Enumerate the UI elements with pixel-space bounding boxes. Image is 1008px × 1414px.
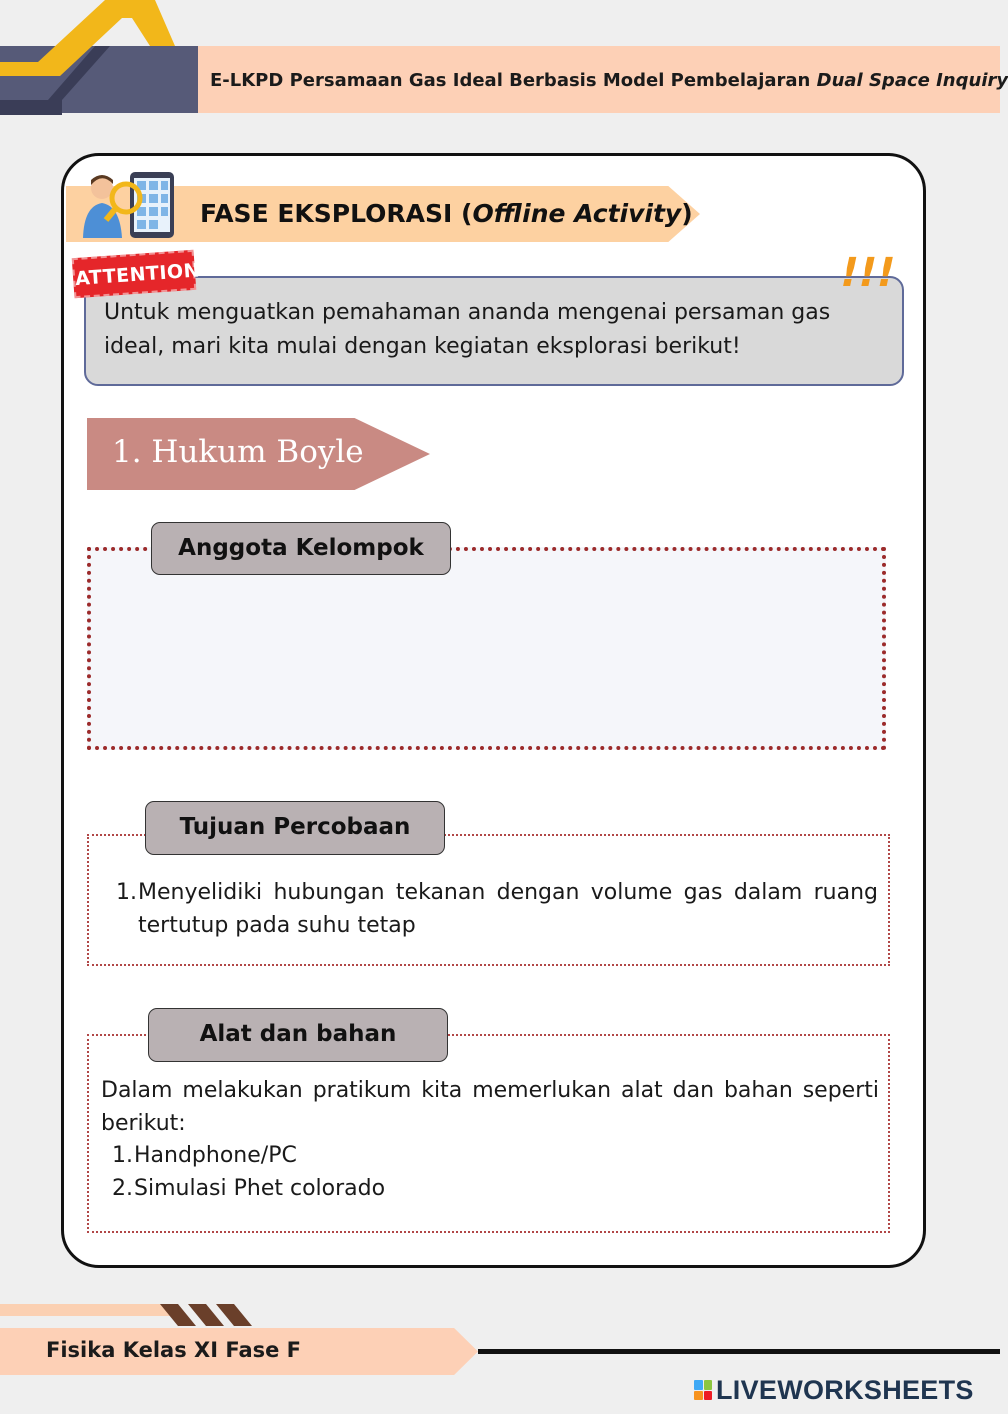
liveworksheets-logo[interactable] [694,1374,994,1406]
liveworksheets-icon [694,1380,712,1400]
goals-list [116,876,878,942]
person-magnifier-phone-illustration [78,170,183,240]
footer-divider [478,1349,1000,1354]
tools-intro: Dalam melakukan pratikum kita memerlukan alat dan bahan seperti berikut: [101,1078,879,1136]
section-title: 1. Hukum Boyle [112,434,364,470]
goals-label: Tujuan Percobaan [145,801,445,855]
list-item [112,1172,385,1205]
phase-title: FASE EKSPLORASI (Offline Activity) [200,199,693,228]
tools-label: Alat dan bahan [148,1008,448,1062]
exclamation-text: !!! [835,248,901,296]
liveworksheets-brand: LIVEWORKSHEETS [716,1374,974,1405]
members-label: Anggota Kelompok [151,522,451,575]
footer-title: Fisika Kelas XI Fase F [46,1338,302,1362]
tools-list [112,1139,385,1205]
exclamation-icon [835,246,908,302]
members-input-area[interactable] [87,547,886,750]
header-title: E-LKPD Persamaan Gas Ideal Berbasis Model Pembelajaran Dual Space Inquiry [210,70,1008,91]
list-item-text: Simulasi Phet colorado [134,1176,386,1201]
attention-badge: ATTENTION [72,250,196,298]
header-decoration [0,0,200,115]
list-item-number: 2. [112,1176,133,1201]
list-item [112,1139,385,1172]
list-item-number: 1. [116,880,137,905]
list-item [116,876,878,942]
attention-text: Untuk menguatkan pemahaman ananda mengenai persaman gas ideal, mari kita mulai dengan kegiatan eksplorasi berikut! [104,300,831,359]
list-item-number: 1. [112,1143,133,1168]
list-item-text: Menyelidiki hubungan tekanan dengan volume gas dalam ruang tertutup pada suhu tetap [138,880,878,938]
list-item-text: Handphone/PC [134,1143,297,1168]
